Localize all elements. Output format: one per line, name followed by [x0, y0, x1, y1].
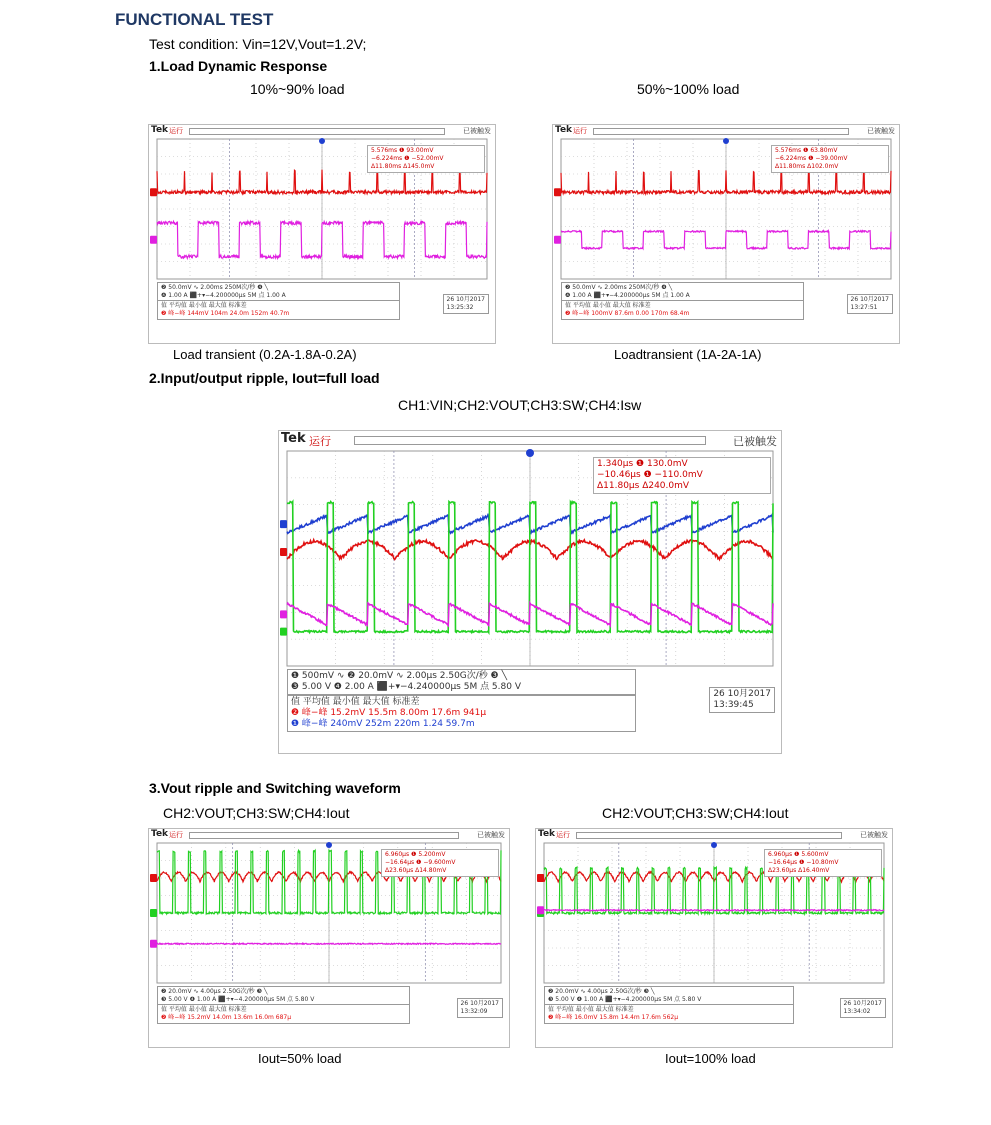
scope-2: [552, 124, 900, 344]
scope-trigger-status: 已被触发: [463, 127, 491, 135]
waveform-trace-2: [157, 943, 501, 944]
cursor-readout-line: Δ11.80μs Δ240.0mV: [597, 481, 690, 491]
trigger-marker: [723, 138, 729, 144]
scope-statistics: [561, 300, 804, 320]
cursor-readout-line: −6.224ms ❶ −52.00mV: [371, 155, 444, 162]
scope-statistics: [287, 695, 636, 732]
channel-marker-1: [280, 548, 287, 556]
scope-3: [278, 430, 782, 754]
cursor-readout-line: −16.64μs ❶ −10.80mV: [768, 859, 839, 866]
channel-marker-1: [554, 236, 561, 244]
scope-date: 26 10月2017: [446, 296, 485, 303]
channel-marker-2: [537, 906, 544, 914]
scope-settings-line: ❹ 1.00 A ⬛+▾−4.200000μs 5M 点 1.00 A: [161, 292, 286, 299]
scope-brand: Tek: [538, 829, 556, 839]
scope-settings-line: ❸ 5.00 V ❹ 1.00 A ⬛+▾−4.200000μs 5M 点 5.80 V: [548, 996, 702, 1003]
scope-brand: Tek: [555, 125, 573, 135]
cursor-readout: [764, 849, 882, 877]
scope-run-status: 运行: [573, 127, 587, 135]
section-1-label-left: 10%~90% load: [250, 81, 345, 97]
scope-settings-line: ❶ 500mV ∿ ❷ 20.0mV ∿ 2.00μs 2.50G次/秒 ❸ ╲: [291, 671, 508, 681]
trigger-marker: [711, 842, 717, 848]
scope-status-panel: [279, 669, 781, 753]
scope-settings-line: ❷ 20.0mV ∿ 4.00μs 2.50G次/秒 ❸ ╲: [548, 988, 655, 995]
cursor-readout-line: Δ23.60μs Δ16.40mV: [768, 867, 830, 874]
scope-date: 26 10月2017: [843, 1000, 882, 1007]
scope-datetime: [840, 998, 886, 1018]
scope-time: 13:39:45: [713, 700, 754, 710]
scope-brand: Tek: [281, 431, 306, 446]
cursor-readout: [381, 849, 499, 877]
scope-status-panel: [149, 986, 509, 1047]
section-2-label: CH1:VIN;CH2:VOUT;CH3:SW;CH4:Isw: [398, 397, 642, 413]
cursor-readout-line: Δ11.80ms Δ102.0mV: [775, 163, 839, 170]
section-2-title: 2.Input/output ripple, Iout=full load: [149, 370, 380, 386]
channel-marker-2: [280, 628, 287, 636]
scope-statistics: [157, 300, 400, 320]
scope-run-status: 运行: [309, 435, 331, 448]
statistics-row: 值 平均值 最小值 最大值 标准差: [161, 302, 247, 309]
cursor-readout-line: Δ23.60μs Δ14.80mV: [385, 867, 447, 874]
statistics-row: 值 平均值 最小值 最大值 标准差: [548, 1006, 634, 1013]
scope-trigger-status: 已被触发: [860, 831, 888, 839]
channel-marker-1: [150, 236, 157, 244]
cursor-readout-line: 5.576ms ❶ 93.00mV: [371, 147, 434, 154]
statistics-row: ❷ 峰−峰 16.0mV 15.8m 14.4m 17.6m 562μ: [548, 1014, 679, 1021]
statistics-row: ❷ 峰−峰 15.2mV 14.0m 13.6m 16.0m 687μ: [161, 1014, 292, 1021]
scope-datetime: [847, 294, 893, 314]
scope-brand: Tek: [151, 829, 169, 839]
scope-5: [535, 828, 893, 1048]
statistics-row: 值 平均值 最小值 最大值 标准差: [291, 697, 420, 707]
scope-settings: [544, 986, 794, 1006]
scope-1: [148, 124, 496, 344]
section-3-title: 3.Vout ripple and Switching waveform: [149, 780, 401, 796]
scope-status-panel: [149, 282, 495, 343]
scope-date: 26 10月2017: [460, 1000, 499, 1007]
cursor-readout: [367, 145, 485, 173]
cursor-readout-line: 1.340μs ❶ 130.0mV: [597, 459, 688, 469]
scope-settings: [561, 282, 804, 302]
scope-date: 26 10月2017: [713, 689, 771, 699]
scope-datetime: [709, 687, 775, 713]
cursor-readout-line: 6.960μs ❶ 5.200mV: [385, 851, 446, 858]
channel-marker-0: [554, 188, 561, 196]
page-title: FUNCTIONAL TEST: [115, 10, 274, 29]
scope-time: 13:25:32: [446, 304, 474, 311]
statistics-row: ❷ 峰−峰 100mV 87.6m 0.00 170m 68.4m: [565, 310, 690, 317]
trigger-marker: [326, 842, 332, 848]
scope-settings: [287, 669, 636, 695]
cursor-readout-line: Δ11.80ms Δ145.0mV: [371, 163, 435, 170]
cursor-readout-line: −10.46μs ❶ −110.0mV: [597, 470, 703, 480]
cursor-readout-line: −6.224ms ❶ −39.00mV: [775, 155, 848, 162]
cursor-readout-line: −16.64μs ❶ −9.600mV: [385, 859, 456, 866]
cursor-readout: [593, 457, 771, 494]
scope-settings-line: ❷ 50.0mV ∿ 2.00ms 250M次/秒 ❹ ╲: [565, 284, 673, 291]
caption-1: Load transient (0.2A-1.8A-0.2A): [173, 347, 357, 362]
scope-settings-line: ❸ 5.00 V ❹ 1.00 A ⬛+▾−4.200000μs 5M 点 5.80 V: [161, 996, 315, 1003]
scope-settings-line: ❹ 1.00 A ⬛+▾−4.200000μs 5M 点 1.00 A: [565, 292, 690, 299]
channel-marker-3: [280, 610, 287, 618]
channel-marker-0: [537, 874, 544, 882]
scope-trigger-status: 已被触发: [477, 831, 505, 839]
statistics-row: 值 平均值 最小值 最大值 标准差: [161, 1006, 247, 1013]
scope-brand: Tek: [151, 125, 169, 135]
test-condition: Test condition: Vin=12V,Vout=1.2V;: [149, 36, 367, 52]
caption-2: Loadtransient (1A-2A-1A): [614, 347, 762, 362]
channel-marker-1: [150, 909, 157, 917]
scope-trigger-status: 已被触发: [733, 435, 777, 448]
section-3-label-right: CH2:VOUT;CH3:SW;CH4:Iout: [602, 805, 789, 821]
scope-statistics: [157, 1004, 410, 1024]
scope-run-status: 运行: [169, 831, 183, 839]
scope-settings: [157, 986, 410, 1006]
section-3-label-left: CH2:VOUT;CH3:SW;CH4:Iout: [163, 805, 350, 821]
statistics-row: 值 平均值 最小值 最大值 标准差: [565, 302, 651, 309]
scope-datetime: [457, 998, 503, 1018]
scope-settings-line: ❷ 50.0mV ∿ 2.00ms 250M次/秒 ❹ ╲: [161, 284, 269, 291]
scope-statistics: [544, 1004, 794, 1024]
statistics-row: ❶ 峰−峰 240mV 252m 220m 1.24 59.7m: [291, 719, 475, 729]
scope-settings-line: ❸ 5.00 V ❹ 2.00 A ⬛+▾−4.240000μs 5M 点 5.80 V: [291, 682, 521, 692]
scope-trigger-status: 已被触发: [867, 127, 895, 135]
scope-time: 13:27:51: [850, 304, 878, 311]
scope-settings: [157, 282, 400, 302]
statistics-row: ❷ 峰−峰 144mV 104m 24.0m 152m 40.7m: [161, 310, 290, 317]
scope-status-panel: [553, 282, 899, 343]
scope-time: 13:32:09: [460, 1008, 488, 1015]
scope-date: 26 10月2017: [850, 296, 889, 303]
scope-settings-line: ❷ 20.0mV ∿ 4.00μs 2.50G次/秒 ❸ ╲: [161, 988, 268, 995]
channel-marker-0: [150, 188, 157, 196]
trigger-marker: [319, 138, 325, 144]
channel-marker-0: [150, 874, 157, 882]
cursor-readout-line: 6.960μs ❶ 5.600mV: [768, 851, 829, 858]
scope-time: 13:34:02: [843, 1008, 871, 1015]
scope-run-status: 运行: [169, 127, 183, 135]
scope-datetime: [443, 294, 489, 314]
scope-run-status: 运行: [556, 831, 570, 839]
cursor-readout-line: 5.576ms ❶ 63.80mV: [775, 147, 838, 154]
section-1-label-right: 50%~100% load: [637, 81, 740, 97]
scope-4: [148, 828, 510, 1048]
caption-4: Iout=100% load: [665, 1051, 756, 1066]
caption-3: Iout=50% load: [258, 1051, 342, 1066]
channel-marker-0: [280, 520, 287, 528]
channel-marker-2: [150, 940, 157, 948]
scope-status-panel: [536, 986, 892, 1047]
trigger-marker: [526, 449, 534, 457]
section-1-title: 1.Load Dynamic Response: [149, 58, 328, 74]
statistics-row: ❷ 峰−峰 15.2mV 15.5m 8.00m 17.6m 941μ: [291, 708, 487, 718]
cursor-readout: [771, 145, 889, 173]
